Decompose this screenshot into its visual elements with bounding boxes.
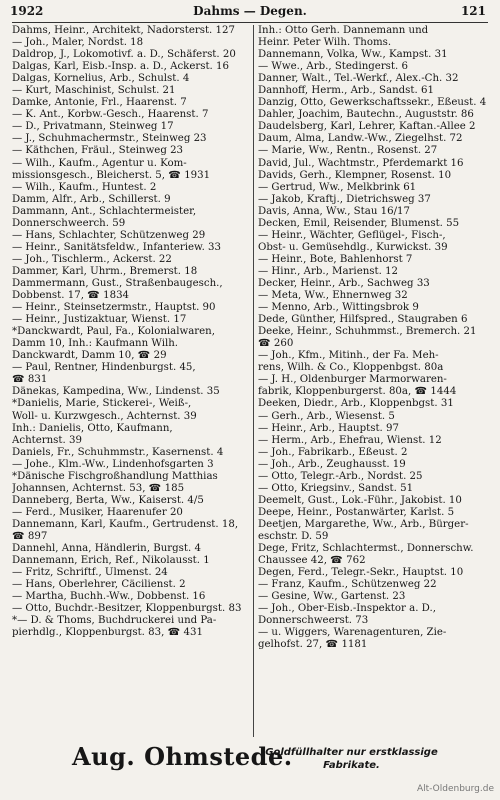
directory-entry-line: Dannhoff, Herm., Arb., Sandst. 61	[258, 85, 434, 97]
directory-entry-line: Damm, Alfr., Arb., Schillerst. 9	[12, 193, 171, 205]
directory-entry-line: — Otto, Kriegsinv., Sandst. 51	[258, 482, 414, 494]
directory-entry-line: *Dänische Fischgroßhandlung Matthias	[12, 470, 218, 482]
directory-entry-line: Donnerschweerst. 73	[258, 615, 369, 627]
directory-entry-line: Woll- u. Kurzwgesch., Achternst. 39	[12, 410, 197, 422]
directory-entry-line: Dammermann, Gust., Straßenbaugesch.,	[12, 277, 223, 289]
directory-entry-line: — Martha, Buchh.-Ww., Dobbenst. 16	[12, 591, 206, 603]
directory-entry-line: Decken, Emil, Reisender, Blumenst. 55	[258, 217, 460, 229]
directory-entry-line: Dalgas, Karl, Eisb.-Insp. a. D., Ackerst. 16	[12, 61, 229, 73]
directory-entry-line: — Joh., Maler, Nordst. 18	[12, 37, 144, 49]
directory-entry-line: Deeken, Diedr., Arb., Kloppenbgst. 31	[258, 398, 454, 410]
directory-entry-line: — Heinr., Sanitätsfeldw., Infanteriew. 33	[12, 241, 222, 253]
directory-entry-line: — Fritz, Schriftf., Ulmenst. 24	[12, 567, 168, 579]
directory-entry-line: — Heinr., Bote, Bahlenhorst 7	[258, 253, 413, 265]
directory-entry-line: *Danielis, Marie, Stickerei-, Weiß-,	[12, 398, 192, 410]
directory-entry-line: David, Jul., Wachtmstr., Pferdemarkt 16	[258, 157, 464, 169]
directory-entry-line: Deeke, Heinr., Schuhmmst., Bremerch. 21	[258, 326, 477, 338]
directory-entry-line: Dege, Fritz, Schlachtermst., Donnerschw.	[258, 543, 474, 555]
directory-entry-line: — Kurt, Maschinist, Schulst. 21	[12, 85, 176, 97]
directory-entry-line: missionsgesch., Bleicherst. 5, ☎ 1931	[12, 169, 211, 181]
directory-entry-line: Daum, Alma, Landw.-Ww., Ziegelhst. 72	[258, 133, 463, 145]
directory-entry-line: fabrik, Kloppenburgerst. 80a, ☎ 1444	[258, 386, 457, 398]
directory-entry-line: Dänekas, Kampedina, Ww., Lindenst. 35	[12, 386, 220, 398]
directory-entry-line: — u. Wiggers, Warenagenturen, Zie-	[258, 627, 447, 639]
directory-entry-line: ☎ 831	[12, 374, 48, 386]
directory-entry-line: Damm 10, Inh.: Kaufmann Wilh.	[12, 338, 179, 350]
directory-entry-line: Daldrop, J., Lokomotivf. a. D., Schäferst. 20	[12, 49, 236, 61]
directory-entry-line: Dobbenst. 17, ☎ 1834	[12, 290, 130, 302]
directory-entry-line: — Wilh., Kaufm., Huntest. 2	[12, 181, 157, 193]
directory-entry-line: Danckwardt, Damm 10, ☎ 29	[12, 350, 167, 362]
directory-entry-line: Obst- u. Gemüsehdlg., Kurwickst. 39	[258, 241, 448, 253]
directory-entry-line: Dahler, Joachim, Bautechn., Auguststr. 86	[258, 109, 474, 121]
directory-entry-line: — Menno, Arb., Wittingsbrok 9	[258, 302, 419, 314]
directory-entry-line: — Wilh., Kaufm., Agentur u. Kom-	[12, 157, 187, 169]
directory-entry-line: Danner, Walt., Tel.-Werkf., Alex.-Ch. 32	[258, 73, 459, 85]
directory-entry-line: Deetjen, Margarethe, Ww., Arb., Bürger-	[258, 518, 469, 530]
directory-entry-line: ☎ 260	[258, 338, 294, 350]
directory-entry-line: — Otto, Buchdr.-Besitzer, Kloppenburgst. 83	[12, 603, 242, 615]
directory-entry-line: Dannemann, Karl, Kaufm., Gertrudenst. 18,	[12, 518, 239, 530]
ad-slogan	[264, 746, 439, 772]
advertisement-banner	[12, 742, 488, 782]
header-title: Dahms — Degen.	[193, 4, 307, 18]
directory-entry-line: *Danckwardt, Paul, Fa., Kolonialwaren,	[12, 326, 215, 338]
directory-entry-line: — Ferd., Musiker, Haarenufer 20	[12, 506, 183, 518]
directory-entry-line: — Marie, Ww., Rentn., Rosenst. 27	[258, 145, 438, 157]
directory-entry-line: Donnerschweerch. 59	[12, 217, 126, 229]
directory-entry-line: pierhdlg., Kloppenburgst. 83, ☎ 431	[12, 627, 203, 639]
directory-entry-line: Dammann, Ant., Schlachtermeister,	[12, 205, 197, 217]
directory-entry-line: — Joh., Kfm., Mitinh., der Fa. Meh-	[258, 350, 439, 362]
directory-entry-line: — Otto, Telegr.-Arb., Nordst. 25	[258, 470, 423, 482]
directory-entry-line: Dannehl, Anna, Händlerin, Burgst. 4	[12, 543, 201, 555]
directory-entry-line: — Joh., Ober-Eisb.-Inspektor a. D.,	[258, 603, 436, 615]
directory-entry-line: Inh.: Otto Gerh. Dannemann und	[258, 25, 429, 36]
directory-entry-line: Dede, Günther, Hilfspred., Staugraben 6	[258, 314, 468, 326]
directory-entry-line: — Franz, Kaufm., Schützenweg 22	[258, 579, 437, 591]
directory-entry-line: — Herm., Arb., Ehefrau, Wienst. 12	[258, 434, 442, 446]
directory-entry-line: — K. Ant., Korbw.-Gesch., Haarenst. 7	[12, 109, 209, 121]
watermark: Alt-Oldenburg.de	[416, 784, 494, 794]
directory-entry-line: — J., Schuhmachermstr., Steinweg 23	[12, 133, 207, 145]
directory-entry-line: — Joh., Arb., Zeughausst. 19	[258, 458, 406, 470]
directory-entry-line: — Hans, Oberlehrer, Cäcilienst. 2	[12, 579, 186, 591]
directory-entry-line: Decker, Heinr., Arb., Sachweg 33	[258, 277, 430, 289]
directory-entry-line: Dammer, Karl, Uhrm., Bremerst. 18	[12, 265, 198, 277]
header-year: 1922	[10, 4, 44, 18]
header-page-number: 121	[460, 4, 486, 18]
directory-entry-line: Danneberg, Berta, Ww., Kaiserst. 4/5	[12, 494, 204, 506]
directory-entry-line: ☎ 897	[12, 530, 48, 542]
directory-entry-line: Deepe, Heinr., Postanwärter, Karlst. 5	[258, 506, 455, 518]
directory-entry-line: — Hans, Schlachter, Schützenweg 29	[12, 229, 206, 241]
directory-entry-line: Dalgas, Kornelius, Arb., Schulst. 4	[12, 73, 190, 85]
directory-entry-line: Daniels, Fr., Schuhmmstr., Kasernenst. 4	[12, 446, 224, 458]
directory-entry-line: — Heinr., Steinsetzermstr., Hauptst. 90	[12, 302, 216, 314]
directory-entry-line: Dannemann, Volka, Ww., Kampst. 31	[258, 49, 448, 61]
directory-entry-line: Dahms, Heinr., Architekt, Nadorsterst. 127	[12, 25, 235, 36]
directory-entry-line: eschstr. D. 59	[258, 530, 329, 542]
directory-entry-line: Dannemann, Erich, Ref., Nikolausst. 1	[12, 555, 210, 567]
directory-entry-line: Johannsen, Achternst. 53, ☎ 185	[12, 482, 185, 494]
directory-entry-line: — Hinr., Arb., Marienst. 12	[258, 265, 399, 277]
directory-entry-line: — D., Privatmann, Steinweg 17	[12, 121, 174, 133]
directory-entry-line: Danzig, Otto, Gewerkschaftssekr., Eßeust. 4	[258, 97, 487, 109]
directory-entry-line: — Heinr., Arb., Hauptst. 97	[258, 422, 399, 434]
directory-entry-line: Davids, Gerh., Klempner, Rosenst. 10	[258, 169, 452, 181]
directory-entry-line: Damke, Antonie, Frl., Haarenst. 7	[12, 97, 187, 109]
directory-entry-line: — Johe., Klm.-Ww., Lindenhofsgarten 3	[12, 458, 214, 470]
directory-entry-line: — Joh., Fabrikarb., Eßeust. 2	[258, 446, 408, 458]
directory-entry-line: — Käthchen, Fräul., Steinweg 23	[12, 145, 184, 157]
directory-entry-line: — J. H., Oldenburger Marmorwaren-	[258, 374, 447, 386]
directory-entry-line: gelhofst. 27, ☎ 1181	[258, 639, 368, 651]
ad-slogan-line: Fabrikate.	[323, 760, 380, 771]
directory-entry-line: Deemelt, Gust., Lok.-Führ., Jakobist. 10	[258, 494, 462, 506]
directory-entry-line: — Paul, Rentner, Hindenburgst. 45,	[12, 362, 196, 374]
directory-entry-line: Inh.: Danielis, Otto, Kaufmann,	[12, 422, 173, 434]
directory-entry-line: — Jakob, Kraftj., Dietrichsweg 37	[258, 193, 431, 205]
column-divider	[253, 25, 254, 737]
directory-entry-line: Chaussee 42, ☎ 762	[258, 555, 366, 567]
directory-entry-line: Daudelsberg, Karl, Lehrer, Kaftan.-Allee 2	[258, 121, 476, 133]
directory-entry-line: — Gertrud, Ww., Melkbrink 61	[258, 181, 417, 193]
directory-entry-line: rens, Wilh. & Co., Kloppenbgst. 80a	[258, 362, 444, 374]
directory-entry-line: — Heinr., Justizaktuar, Wienst. 17	[12, 314, 187, 326]
directory-entry-line: — Joh., Tischlerm., Ackerst. 22	[12, 253, 172, 265]
directory-entry-line: — Gesine, Ww., Gartenst. 23	[258, 591, 406, 603]
directory-entry-line: Degen, Ferd., Telegr.-Sekr., Hauptst. 10	[258, 567, 464, 579]
directory-entry-line: Achternst. 39	[12, 434, 82, 446]
directory-entry-line: — Gerh., Arb., Wiesenst. 5	[258, 410, 395, 422]
header-rule	[12, 22, 488, 23]
directory-entry-line: Davis, Anna, Ww., Stau 16/17	[258, 205, 410, 217]
right-column	[258, 25, 492, 735]
ad-slogan-line: Goldfüllhalter nur erstklassige	[265, 747, 438, 758]
left-column	[12, 25, 250, 735]
page-header	[10, 4, 490, 20]
directory-entry-line: *— D. & Thoms, Buchdruckerei und Pa-	[12, 615, 217, 627]
directory-entry-line: — Wwe., Arb., Stedingerst. 6	[258, 61, 408, 73]
directory-entry-line: — Heinr., Wächter, Geflügel-, Fisch-,	[258, 229, 446, 241]
ad-brand: Aug. Ohmstede.	[72, 742, 293, 771]
directory-entry-line: — Meta, Ww., Ehnernweg 32	[258, 290, 408, 302]
directory-entry-line: Heinr. Peter Wilh. Thoms.	[258, 37, 392, 49]
